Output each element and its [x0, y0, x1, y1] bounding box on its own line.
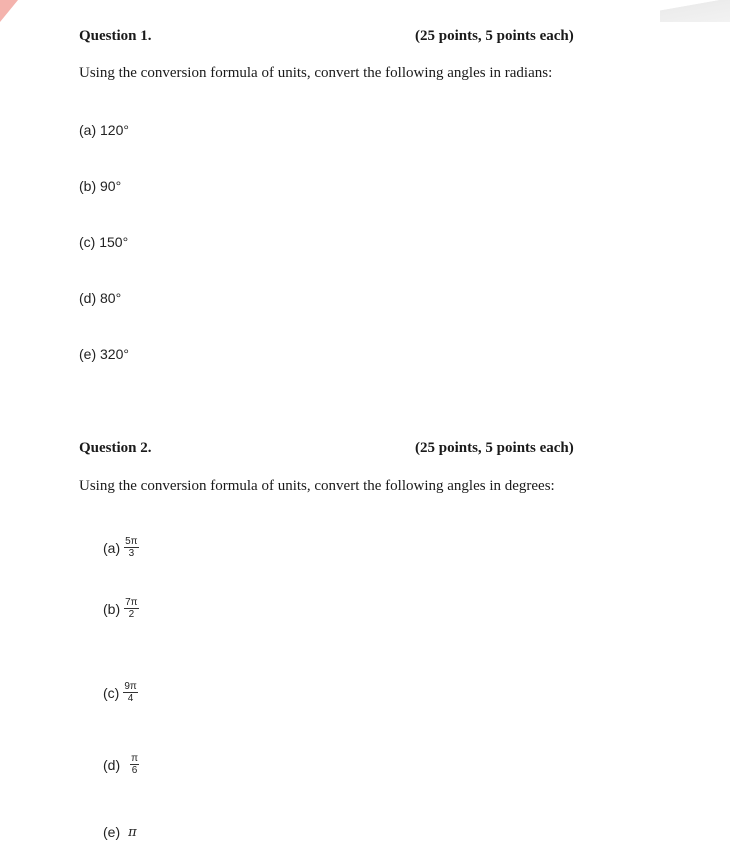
q1-item-a: (a) 120° [79, 122, 129, 138]
q1-item-d: (d) 80° [79, 290, 122, 306]
q1-item-e: (e) 320° [79, 346, 129, 362]
question-1-points: (25 points, 5 points each) [415, 28, 574, 44]
question-2-points: (25 points, 5 points each) [415, 440, 574, 456]
q2-item-a-fraction [124, 536, 138, 559]
question-2-heading: Question 2. [79, 440, 152, 456]
q2-item-c-fraction [123, 681, 137, 704]
corner-decoration-right [660, 0, 730, 22]
q1-item-c: (c) 150° [79, 234, 129, 250]
fraction-numerator: 9π [124, 681, 137, 692]
q2-item-e-label: (e) [103, 824, 121, 840]
corner-decoration-left [0, 0, 18, 22]
q2-item-c [103, 681, 138, 704]
fraction-denominator: 3 [128, 548, 135, 559]
fraction-denominator: 2 [128, 609, 135, 620]
q2-item-e [103, 824, 137, 840]
q1-item-b: (b) 90° [79, 178, 122, 194]
question-1-heading: Question 1. [79, 28, 152, 44]
q2-item-a-label: (a) [103, 539, 121, 556]
fraction-denominator: 4 [127, 693, 134, 704]
fraction-numerator: 7π [125, 597, 138, 608]
q2-item-d-fraction [130, 753, 139, 776]
fraction-numerator: 5π [125, 536, 138, 547]
fraction-numerator: π [131, 753, 139, 764]
q2-item-d-label: (d) [103, 756, 121, 773]
question-2-instruction: Using the conversion formula of units, convert the following angles in degrees: [79, 478, 555, 494]
q2-item-c-label: (c) [103, 684, 120, 701]
q2-item-b-label: (b) [103, 600, 121, 617]
q2-item-b [103, 597, 139, 620]
q2-item-b-fraction [124, 597, 138, 620]
fraction-denominator: 6 [131, 765, 138, 776]
question-1-instruction: Using the conversion formula of units, convert the following angles in radians: [79, 65, 553, 81]
q2-item-d [103, 753, 139, 776]
q2-item-e-value: π [128, 824, 137, 840]
q2-item-a [103, 536, 139, 559]
